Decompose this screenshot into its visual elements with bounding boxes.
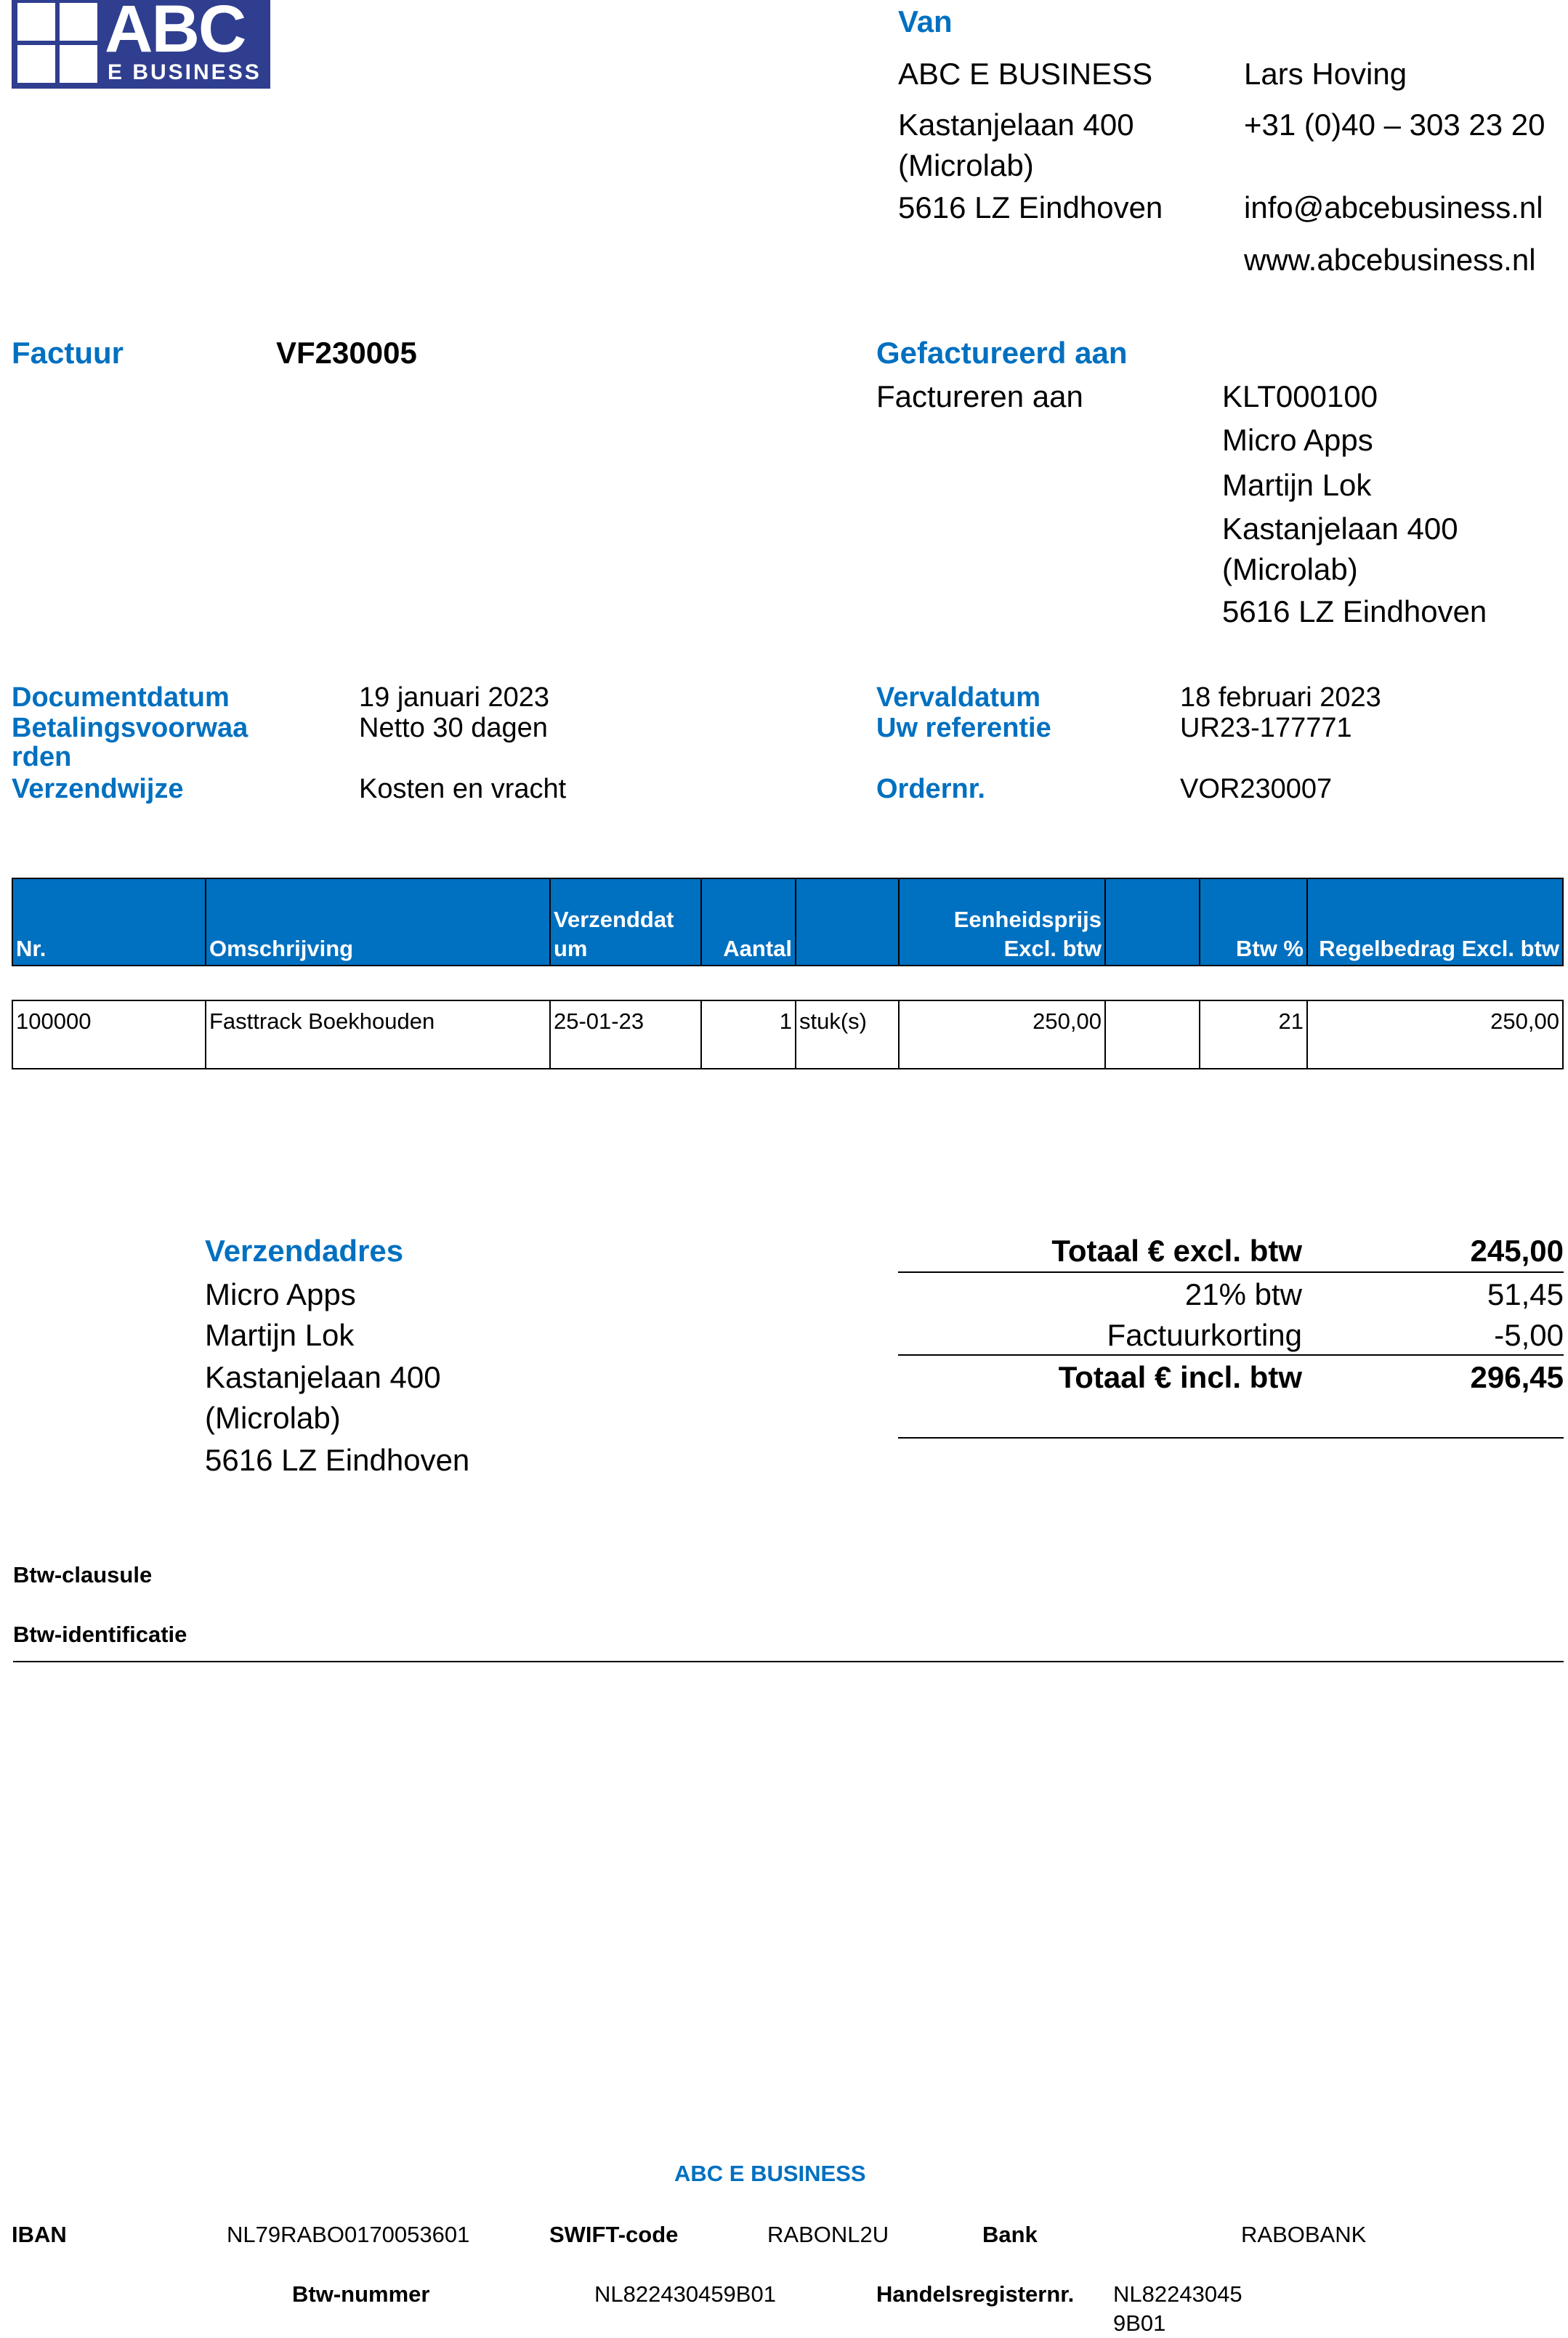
order-number: VOR230007: [1180, 774, 1333, 804]
sender-heading: Van: [898, 4, 953, 39]
shipping-address-line2: (Microlab): [205, 1401, 341, 1435]
footer-kvk-label: Handelsregisternr.: [876, 2281, 1075, 2307]
vat-amount: 51,45: [1487, 1277, 1564, 1311]
header-amount: Regelbedrag Excl. btw: [1306, 879, 1564, 965]
row-unit: stuk(s): [795, 1001, 898, 1068]
shipping: Kosten en vracht: [359, 774, 567, 804]
footer-kvk-number: NL82243045: [1113, 2281, 1242, 2307]
row-description: Fasttrack Boekhouden: [205, 1001, 549, 1068]
header-empty: [1104, 879, 1199, 965]
header-ship-date: Verzenddat um: [549, 879, 700, 965]
billed-address-line1: Kastanjelaan 400: [1222, 511, 1458, 546]
footer-company: ABC E BUSINESS: [674, 2161, 866, 2186]
totals-divider: [898, 1437, 1564, 1439]
invoice-label: Factuur: [12, 336, 124, 370]
order-number-label: Ordernr.: [876, 774, 985, 804]
footer-vat-label: Btw-nummer: [292, 2281, 430, 2307]
footer-iban: NL79RABO0170053601: [227, 2222, 470, 2247]
row-quantity: 1: [700, 1001, 795, 1068]
doc-date: 19 januari 2023: [359, 682, 549, 713]
header-quantity: Aantal: [700, 879, 795, 965]
total-incl-label: Totaal € incl. btw: [1058, 1360, 1302, 1394]
header-nr: Nr.: [12, 879, 205, 965]
total-excl-label: Totaal € excl. btw: [1051, 1234, 1302, 1268]
totals-divider: [898, 1354, 1564, 1356]
footer-bank: RABOBANK: [1241, 2222, 1367, 2247]
due-date: 18 februari 2023: [1180, 682, 1381, 713]
shipping-address-line3: 5616 LZ Eindhoven: [205, 1443, 470, 1477]
sender-address-line3: 5616 LZ Eindhoven: [898, 190, 1163, 225]
billed-label: Factureren aan: [876, 379, 1083, 413]
footer-swift: RABONL2U: [767, 2222, 889, 2247]
company-logo: [12, 0, 270, 89]
items-table-header: [12, 878, 1564, 966]
billed-address-line2: (Microlab): [1222, 552, 1358, 586]
discount-amount: -5,00: [1494, 1318, 1564, 1352]
sender-website: www.abcebusiness.nl: [1244, 243, 1536, 277]
total-incl: 296,45: [1470, 1360, 1564, 1394]
total-excl: 245,00: [1470, 1234, 1564, 1268]
row-vat: 21: [1199, 1001, 1306, 1068]
billed-heading: Gefactureerd aan: [876, 336, 1128, 370]
footer-iban-label: IBAN: [12, 2222, 67, 2247]
billed-contact: Martijn Lok: [1222, 468, 1372, 502]
billed-customer-id: KLT000100: [1222, 379, 1378, 413]
vat-clause-label: Btw-clausule: [13, 1562, 153, 1587]
sender-address-line1: Kastanjelaan 400: [898, 108, 1134, 142]
sender-address-line2: (Microlab): [898, 148, 1034, 182]
table-row: [12, 1000, 1564, 1069]
billed-company: Micro Apps: [1222, 423, 1373, 457]
footer-bank-label: Bank: [982, 2222, 1038, 2247]
totals-divider: [898, 1271, 1564, 1273]
doc-date-label: Documentdatum: [12, 682, 230, 713]
shipping-address-heading: Verzendadres: [205, 1234, 404, 1268]
row-nr: 100000: [12, 1001, 205, 1068]
vat-id-label: Btw-identificatie: [13, 1622, 187, 1647]
footer-kvk-number-cont: 9B01: [1113, 2310, 1166, 2336]
logo-text: ABC: [105, 0, 246, 66]
row-amount: 250,00: [1306, 1001, 1564, 1068]
clauses-divider: [13, 1661, 1564, 1662]
invoice-number: VF230005: [276, 336, 417, 370]
terms-label-cont: rden: [12, 742, 72, 772]
logo-subtext: E BUSINESS: [108, 60, 262, 84]
sender-contact: Lars Hoving: [1244, 57, 1407, 91]
footer-swift-label: SWIFT-code: [549, 2222, 679, 2247]
header-description: Omschrijving: [205, 879, 549, 965]
discount-label: Factuurkorting: [1107, 1318, 1302, 1352]
terms-label: Betalingsvoorwaa: [12, 713, 248, 743]
reference: UR23-177771: [1180, 713, 1352, 743]
due-date-label: Vervaldatum: [876, 682, 1040, 713]
shipping-address-company: Micro Apps: [205, 1277, 356, 1311]
shipping-address-line1: Kastanjelaan 400: [205, 1360, 441, 1394]
header-unit-price: Eenheidsprijs Excl. btw: [898, 879, 1104, 965]
terms: Netto 30 dagen: [359, 713, 548, 743]
shipping-label: Verzendwijze: [12, 774, 184, 804]
reference-label: Uw referentie: [876, 713, 1051, 743]
header-vat: Btw %: [1199, 879, 1306, 965]
vat-label: 21% btw: [1184, 1277, 1302, 1311]
billed-address-line3: 5616 LZ Eindhoven: [1222, 594, 1487, 628]
row-unit-price: 250,00: [898, 1001, 1104, 1068]
sender-email: info@abcebusiness.nl: [1244, 190, 1543, 225]
footer-vat-number: NL822430459B01: [594, 2281, 776, 2307]
header-unit: [795, 879, 898, 965]
row-extra: [1104, 1001, 1199, 1068]
sender-company: ABC E BUSINESS: [898, 57, 1153, 91]
shipping-address-contact: Martijn Lok: [205, 1318, 355, 1352]
row-ship-date: 25-01-23: [549, 1001, 700, 1068]
sender-phone: +31 (0)40 – 303 23 20: [1244, 108, 1545, 142]
logo-grid-icon: [17, 3, 99, 84]
